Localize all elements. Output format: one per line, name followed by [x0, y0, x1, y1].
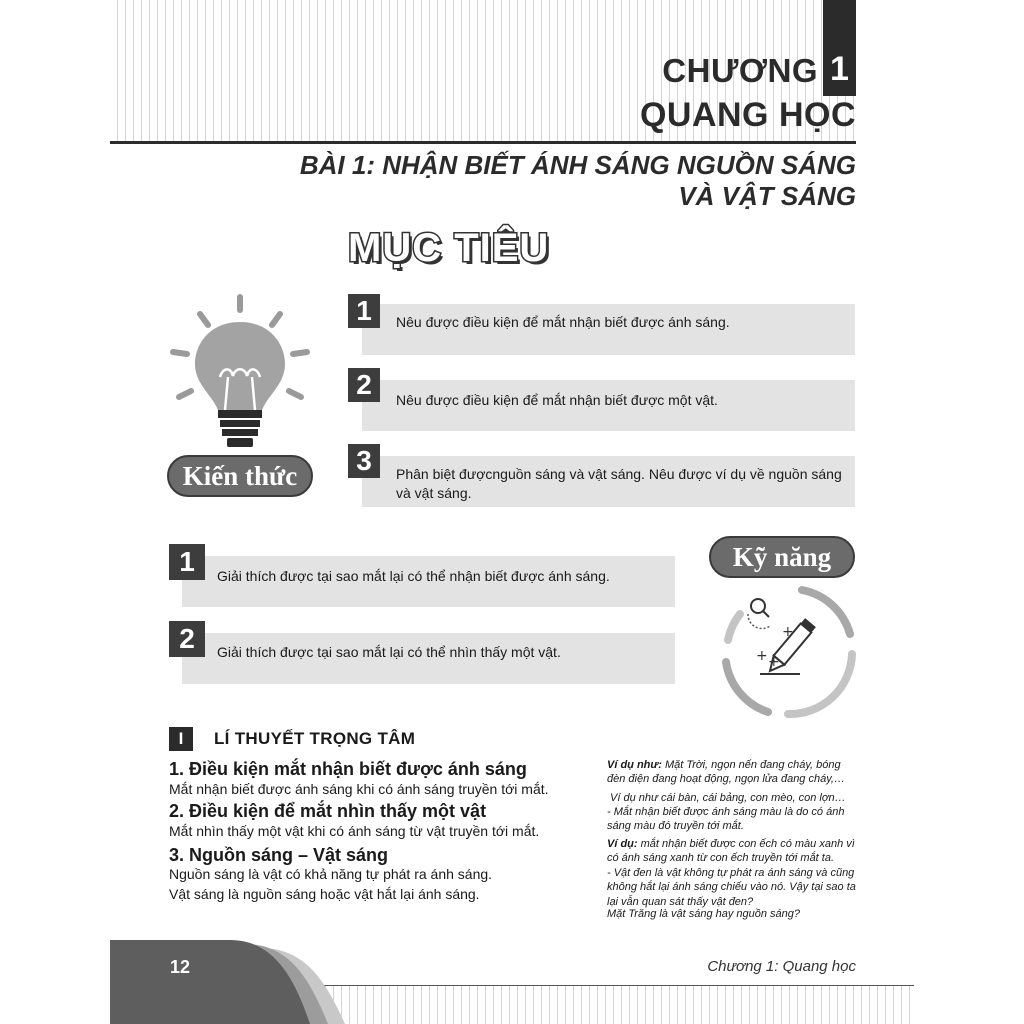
svg-text:+: +	[756, 648, 768, 664]
svg-text:+: +	[768, 654, 780, 670]
sidebar-example-6: Mặt Trăng là vật sáng hay nguồn sáng?	[607, 908, 801, 920]
footer-chapter-caption: Chương 1: Quang học	[707, 958, 856, 975]
pencil-skill-icon	[718, 582, 858, 720]
section-badge: I	[169, 727, 193, 751]
theory-text-1: Mắt nhận biết được ánh sáng khi có ánh sáng truyền tới mắt.	[169, 781, 549, 797]
theory-heading-1: 1. Điều kiện mắt nhận biết được ánh sáng	[169, 759, 527, 779]
sidebar-example-4	[607, 837, 859, 866]
sidebar-example-1-label: Ví dụ như:	[607, 759, 662, 771]
sidebar-example-1-text: Mặt Trời, ngọn nến đang cháy, bóng đèn điện đang hoạt động, ngọn lửa đang cháy,…	[607, 759, 845, 786]
sidebar-example-3: - Mắt nhận biết được ánh sáng màu là do có ánh sáng màu đó truyền tới mắt.	[607, 806, 845, 833]
lesson-title	[300, 150, 856, 212]
knowledge-text-3: Phân biệt đượcnguồn sáng và vật sáng. Nêu được ví dụ về nguồn sáng và vật sáng.	[396, 466, 842, 501]
svg-text:+: +	[782, 624, 794, 640]
theory-text-3b: Vật sáng là nguồn sáng hoặc vật hắt lại ánh sáng.	[169, 886, 480, 902]
footer-wave-shape	[110, 940, 350, 1024]
sidebar-example-4-text: mắt nhận biết được con ếch có màu xanh vì có ánh sáng xanh từ con ếch truyền tới mắt ta.	[607, 838, 855, 865]
knowledge-number-1: 1	[348, 294, 380, 328]
knowledge-text-1: Nêu được điều kiện để mắt nhận biết được ánh sáng.	[396, 314, 730, 330]
knowledge-number-2: 2	[348, 368, 380, 402]
knowledge-label: Kiến thức	[167, 455, 313, 497]
lesson-title-line1: BÀI 1: NHẬN BIẾT ÁNH SÁNG NGUỒN SÁNG	[299, 150, 856, 180]
chapter-title: QUANG HỌC	[639, 96, 856, 134]
sidebar-example-1	[607, 758, 859, 787]
skill-number-1: 1	[169, 544, 205, 580]
skill-text-1: Giải thích được tại sao mắt lại có thể nhận biết được ánh sáng.	[217, 568, 610, 584]
theory-text-3a: Nguồn sáng là vật có khả năng tự phát ra ánh sáng.	[169, 866, 493, 882]
chapter-label: CHƯƠNG	[662, 52, 818, 89]
skill-number-2: 2	[169, 621, 205, 657]
sidebar-example-2: Ví dụ như cái bàn, cái bảng, con mèo, con lợn…	[610, 792, 846, 804]
chapter-number: 1	[830, 50, 849, 88]
skill-text-2: Giải thích được tại sao mắt lại có thể nhìn thấy một vật.	[217, 644, 561, 660]
section-title: LÍ THUYẾT TRỌNG TÂM	[214, 729, 416, 748]
header-rule	[110, 141, 856, 144]
skills-label: Kỹ năng	[709, 536, 855, 578]
knowledge-number-3: 3	[348, 444, 380, 478]
theory-heading-3: 3. Nguồn sáng – Vật sáng	[169, 845, 389, 865]
theory-heading-2: 2. Điều kiện để mắt nhìn thấy một vật	[169, 801, 487, 821]
objectives-title: MỤC TIÊU	[348, 226, 550, 270]
sidebar-example-5: - Vật đen là vật không tự phát ra ánh sáng và cũng không hắt lại ánh sáng chiếu vào nó. Vậy tại sao ta lại vẫn quan sát thấy vật đen?	[607, 867, 856, 908]
knowledge-text-2: Nêu được điều kiện để mắt nhận biết được một vật.	[396, 392, 718, 408]
theory-text-2: Mắt nhìn thấy một vật khi có ánh sáng từ vật truyền tới mắt.	[169, 823, 540, 839]
sidebar-example-4-label: Ví dụ:	[607, 838, 638, 850]
lesson-title-line2: VÀ VẬT SÁNG	[678, 181, 856, 211]
lightbulb-icon	[165, 292, 315, 457]
page-number: 12	[170, 957, 191, 977]
